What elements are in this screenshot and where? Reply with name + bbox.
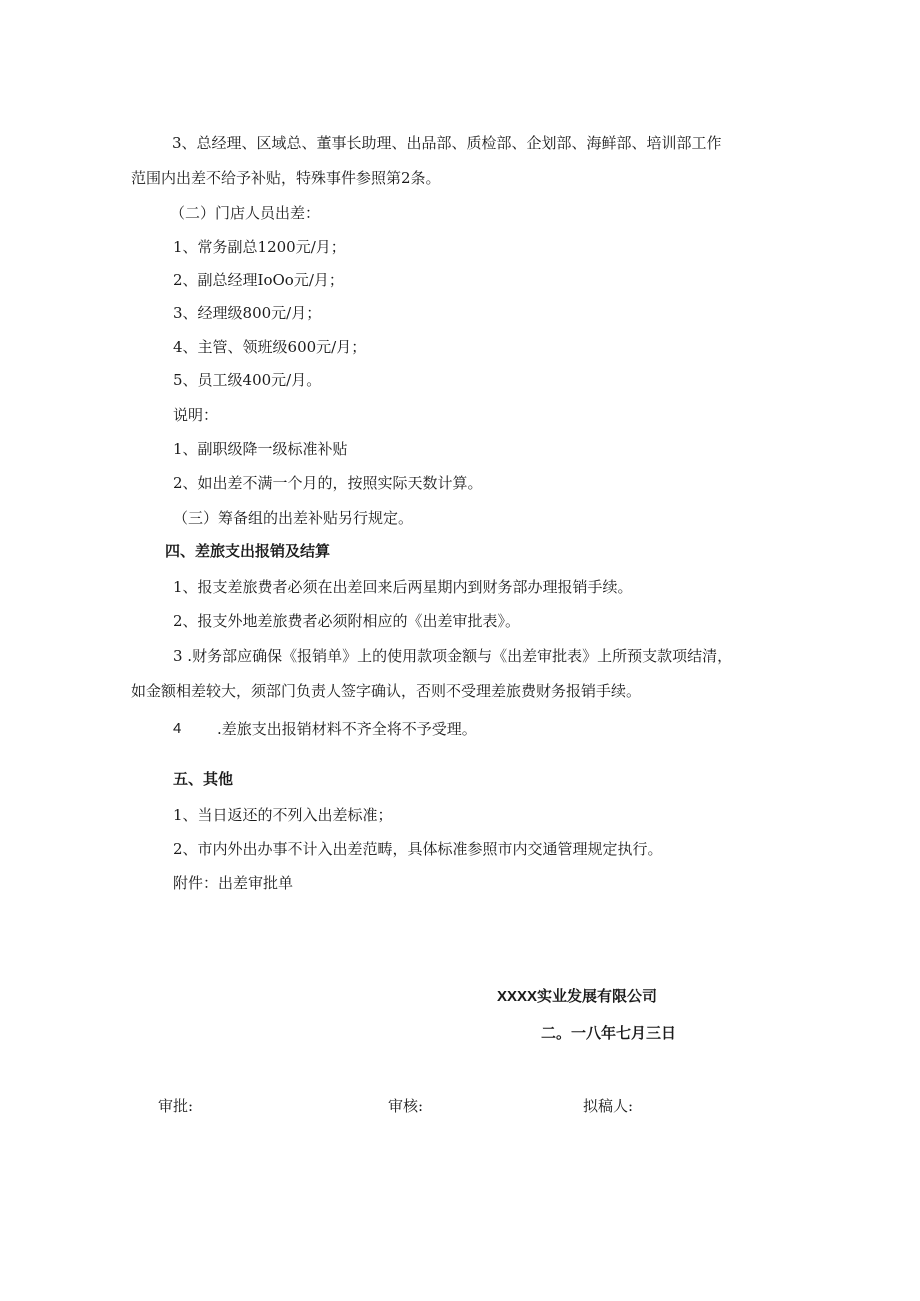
store-item-3: 3、经理级800元/月； <box>173 304 322 322</box>
signature-review: 审核: <box>388 1097 424 1115</box>
company-name: XXXX实业发展有限公司 <box>497 988 658 1005</box>
store-item-5: 5、员工级400元/月。 <box>173 371 322 389</box>
note-1: 1、副职级降一级标准补贴 <box>173 440 348 458</box>
section-4-item-4-number: 4 <box>173 720 182 737</box>
section-5-item-1: 1、当日返还的不列入出差标准； <box>173 806 393 824</box>
section-5-title: 五、其他 <box>173 771 234 788</box>
prep-group-note: （三）筹备组的出差补贴另行规定。 <box>173 509 414 527</box>
store-item-1: 1、常务副总1200元/月； <box>173 238 346 256</box>
para-3-line-2: 范围内出差不给予补贴，特殊事件参照第2条。 <box>131 169 441 187</box>
note-2: 2、如出差不满一个月的，按照实际天数计算。 <box>173 474 483 492</box>
section-4-item-3-line-2: 如金额相差较大，须部门负责人签字确认，否则不受理差旅费财务报销手续。 <box>131 682 642 700</box>
section-4-item-2: 2、报支外地差旅费者必须附相应的《出差审批表》。 <box>173 612 521 630</box>
store-item-4: 4、主管、领班级600元/月； <box>173 338 367 356</box>
section-4-item-1: 1、报支差旅费者必须在出差回来后两星期内到财务部办理报销手续。 <box>173 578 633 596</box>
document-date: 二。一八年七月三日 <box>541 1025 677 1042</box>
store-item-2: 2、副总经理IoOo元/月； <box>173 271 344 289</box>
store-heading: （二）门店人员出差： <box>170 204 321 222</box>
attachment-note: 附件：出差审批单 <box>173 874 294 892</box>
section-4-item-4-text: .差旅支出报销材料不齐全将不予受理。 <box>217 720 477 738</box>
signature-approve: 审批: <box>158 1097 194 1115</box>
section-4-title: 四、差旅支出报销及结算 <box>165 543 331 560</box>
para-3-line-1: 3、总经理、区域总、董事长助理、出品部、质检部、企划部、海鲜部、培训部工作 <box>172 134 722 152</box>
notes-label: 说明： <box>173 406 219 424</box>
section-4-item-3-line-1: 3 .财务部应确保《报销单》上的使用款项金额与《出差审批表》上所预支款项结清， <box>173 647 733 665</box>
signature-drafter: 拟稿人: <box>583 1097 634 1115</box>
section-5-item-2: 2、市内外出办事不计入出差范畴，具体标准参照市内交通管理规定执行。 <box>173 840 663 858</box>
